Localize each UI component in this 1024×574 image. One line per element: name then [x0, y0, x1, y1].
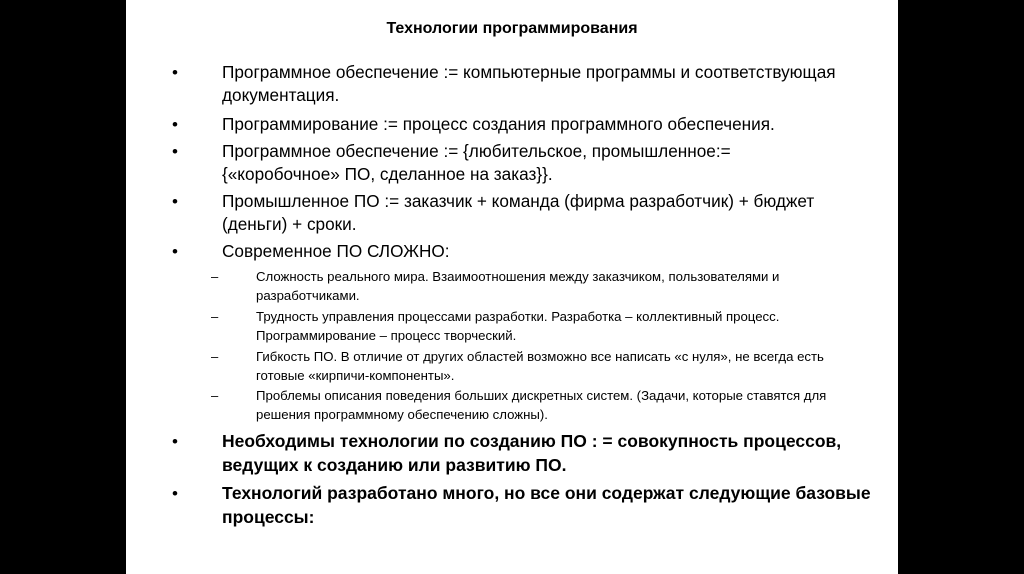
bullet-marker: • [172, 484, 178, 503]
bullet-marker: • [172, 63, 178, 82]
bullet-text: Промышленное ПО := заказчик + команда (фирма разработчик) + бюджет (деньги) + сроки. [222, 191, 815, 234]
slide-title: Технологии программирования [386, 20, 638, 37]
bullet-marker: • [172, 242, 178, 261]
dash-marker: – [211, 388, 219, 403]
bullet-text: Программное обеспечение := компьютерные программы и соответствующая документация. [222, 62, 836, 105]
bullet-marker: • [172, 142, 178, 161]
subitem-text: Гибкость ПО. В отличие от других областей возможно все написать «с нуля», не всегда есть готовые «кирпичи-компоненты». [256, 349, 824, 383]
subitem-text: Трудность управления процессами разработки. Разработка – коллективный процесс. Программирование – процесс творческий. [256, 309, 780, 343]
bullet-text: Программирование := процесс создания программного обеспечения. [222, 114, 775, 134]
dash-marker: – [211, 309, 219, 324]
bullet-text: Необходимы технологии по созданию ПО : = совокупность процессов, ведущих к созданию или развитию ПО. [222, 431, 842, 475]
bullet-marker: • [172, 432, 178, 451]
bullet-marker: • [172, 192, 178, 211]
subitem-text: Проблемы описания поведения больших дискретных систем. (Задачи, которые ставятся для решения программному обеспечению сложны). [256, 388, 827, 422]
bullet-marker: • [172, 115, 178, 134]
bullet-text: Современное ПО СЛОЖНО: [222, 241, 450, 261]
presentation-slide [126, 0, 898, 574]
bullet-text: Технологий разработано много, но все они содержат следующие базовые процессы: [222, 483, 871, 527]
dash-marker: – [211, 349, 219, 364]
bullet-text: Программное обеспечение := {любительское, промышленное:={«коробочное» ПО, сделанное на заказ}}. [222, 141, 731, 184]
subitem-text: Сложность реального мира. Взаимоотношения между заказчиком, пользователями и разработчиками. [256, 269, 780, 303]
dash-marker: – [211, 269, 219, 284]
